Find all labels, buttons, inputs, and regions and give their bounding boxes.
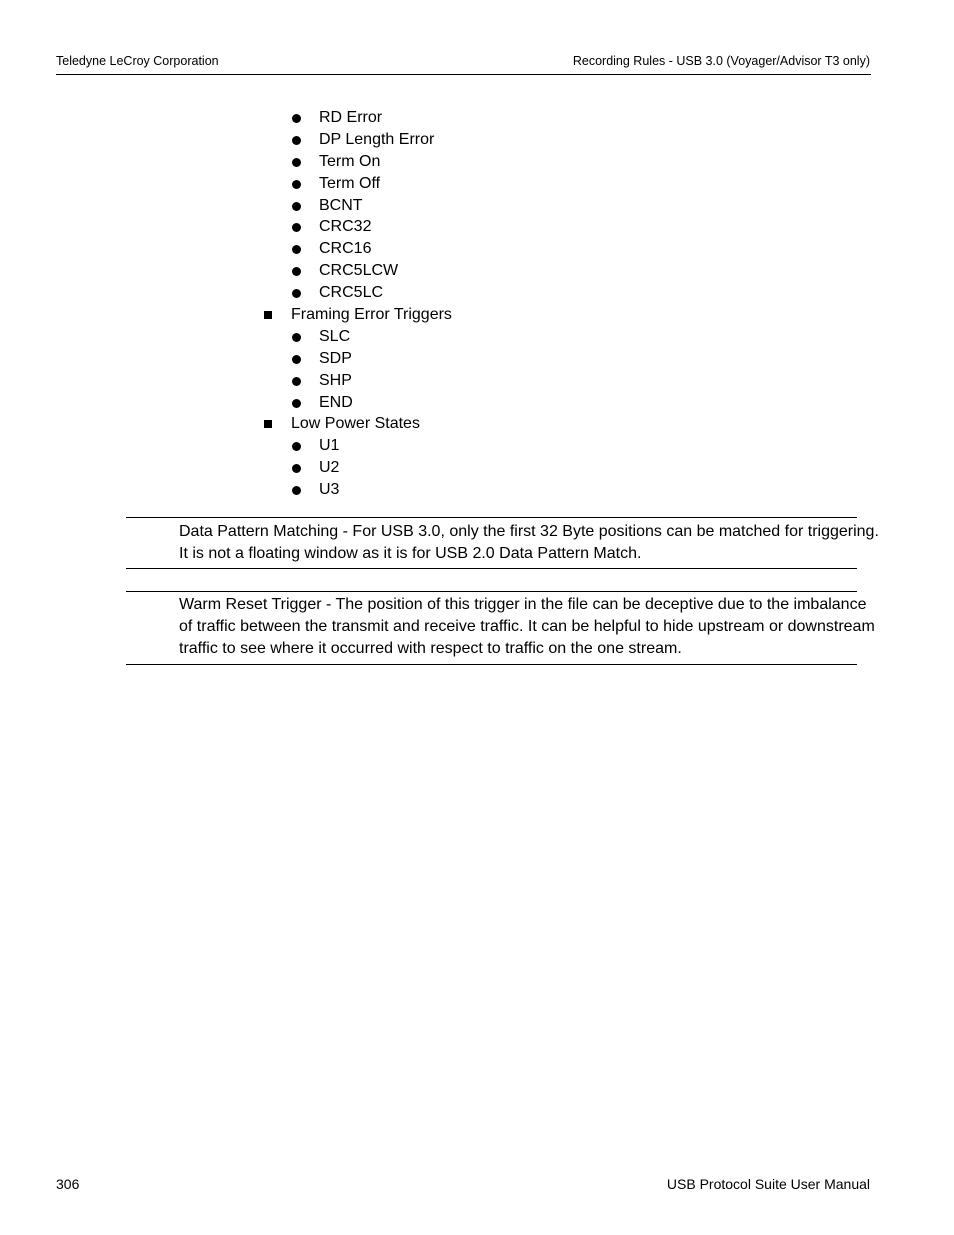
bullet-dot-icon <box>292 464 301 473</box>
list-item <box>0 479 954 501</box>
header-company: Teledyne LeCroy Corporation <box>56 54 219 68</box>
bullet-dot-icon <box>292 180 301 189</box>
list-item-text: SDP <box>319 349 352 367</box>
note-text: Warm Reset Trigger - The position of this trigger in the file can be deceptive due to the imbalance of traffic between the transmit and receive traffic. It can be helpful to hide upstream or downstream traffic to see where it occurred with respect to traffic on the one stream. <box>179 596 875 657</box>
list-item-text: CRC16 <box>319 240 372 258</box>
list-item <box>0 457 954 479</box>
list-item <box>0 216 954 238</box>
list-item-text: U1 <box>319 437 340 455</box>
list-item-text: CRC5LC <box>319 284 384 302</box>
header-section-title: Recording Rules - USB 3.0 (Voyager/Advisor T3 only) <box>572 54 870 68</box>
list-item-text: SHP <box>319 371 352 389</box>
list-item <box>0 392 954 414</box>
page-header <box>56 52 871 75</box>
list-heading-text: Framing Error Triggers <box>291 306 452 324</box>
list-item-text: CRC32 <box>319 218 372 236</box>
list-item-text: END <box>319 393 353 411</box>
note-warm-reset-trigger <box>126 591 875 665</box>
list-item <box>0 238 954 260</box>
note-text: Data Pattern Matching - For USB 3.0, only the first 32 Byte positions can be matched for triggering. It is not a floating window as it is for USB 2.0 Data Pattern Match. <box>179 523 879 562</box>
bullet-dot-icon <box>292 223 301 232</box>
list-item <box>0 348 954 370</box>
bullet-dot-icon <box>292 377 301 386</box>
list-item-text: BCNT <box>319 196 363 214</box>
list-item <box>0 129 954 151</box>
bullet-dot-icon <box>292 267 301 276</box>
note-data-pattern-matching <box>126 517 879 569</box>
list-item <box>0 282 954 304</box>
list-item-text: DP Length Error <box>319 130 435 148</box>
bullet-dot-icon <box>292 114 301 123</box>
list-item-text: U2 <box>319 459 340 477</box>
list-item <box>0 326 954 348</box>
bullet-dot-icon <box>292 158 301 167</box>
bullet-square-icon <box>264 420 272 428</box>
footer-manual-title: USB Protocol Suite User Manual <box>666 1176 870 1192</box>
list-item <box>0 151 954 173</box>
page-footer <box>56 1176 871 1196</box>
list-item <box>0 173 954 195</box>
bullet-dot-icon <box>292 442 301 451</box>
bullet-dot-icon <box>292 202 301 211</box>
bullet-dot-icon <box>292 289 301 298</box>
list-item <box>0 435 954 457</box>
bullet-dot-icon <box>292 399 301 408</box>
bullet-dot-icon <box>292 486 301 495</box>
list-item <box>0 260 954 282</box>
bullet-dot-icon <box>292 136 301 145</box>
list-item-text: RD Error <box>319 109 383 126</box>
list-item <box>0 195 954 217</box>
list-heading-item <box>0 304 954 326</box>
list-item <box>0 370 954 392</box>
page-number: 306 <box>56 1176 80 1192</box>
list-heading-text: Low Power States <box>291 415 420 433</box>
bullet-dot-icon <box>292 355 301 364</box>
list-heading-item <box>0 413 954 435</box>
list-item <box>0 107 954 129</box>
trigger-list <box>0 107 954 501</box>
list-item-text: U3 <box>319 481 340 499</box>
list-item-text: CRC5LCW <box>319 262 399 280</box>
bullet-dot-icon <box>292 245 301 254</box>
list-item-text: Term On <box>319 152 381 170</box>
list-item-text: Term Off <box>319 174 381 192</box>
list-item-text: SLC <box>319 327 351 345</box>
bullet-dot-icon <box>292 333 301 342</box>
bullet-square-icon <box>264 311 272 319</box>
